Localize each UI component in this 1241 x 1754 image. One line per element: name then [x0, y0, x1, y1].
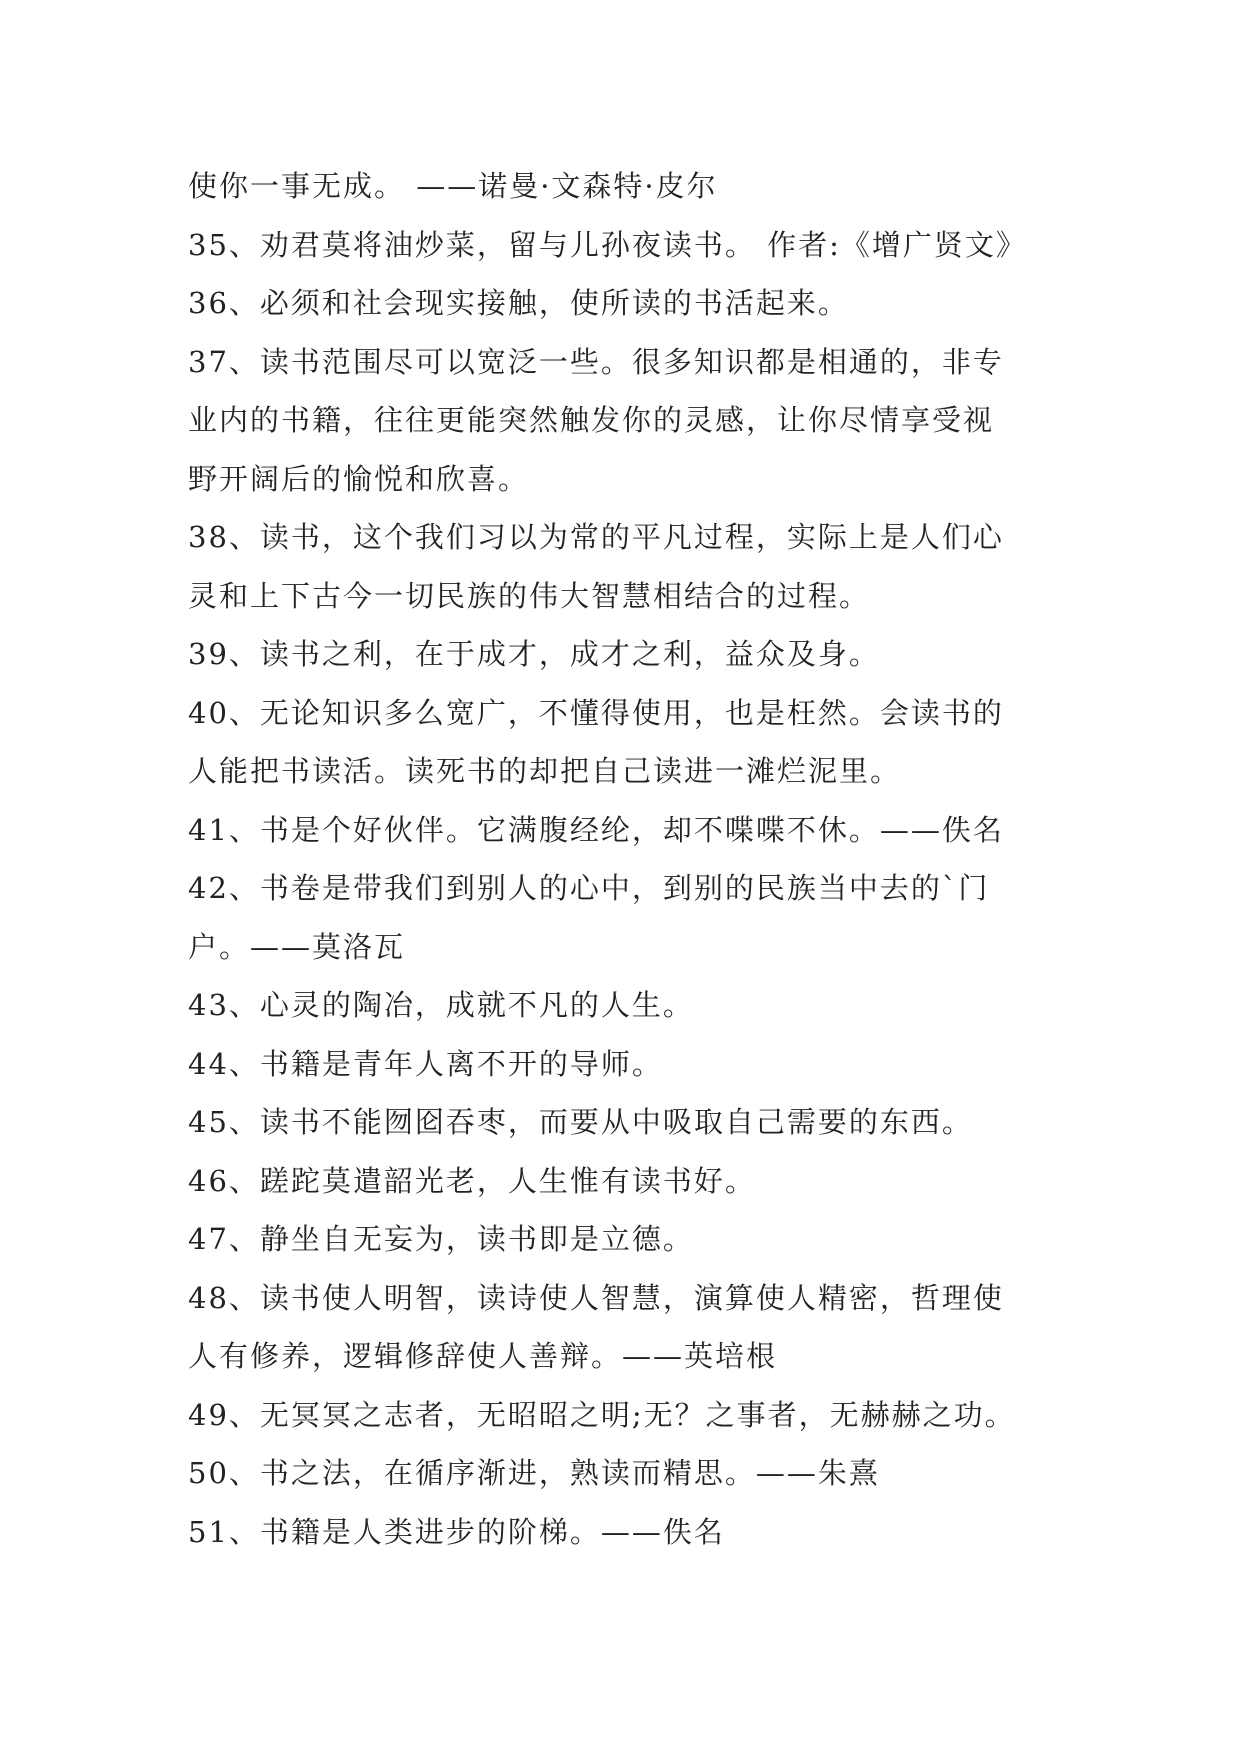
- text-line: 48、读书使人明智，读诗使人智慧，演算使人精密，哲理使: [188, 1280, 1004, 1315]
- text-line: 51、书籍是人类进步的阶梯。——佚名: [188, 1514, 725, 1549]
- text-line: 野开阔后的愉悦和欣喜。: [188, 461, 530, 496]
- text-line: 47、静坐自无妄为，读书即是立德。: [188, 1222, 694, 1256]
- quote-list: [188, 157, 1188, 1561]
- text-line: 灵和上下古今一切民族的伟大智慧相结合的过程。: [188, 578, 871, 613]
- text-line: 业内的书籍，往往更能突然触发你的灵感，让你尽情享受视: [188, 403, 995, 437]
- text-line: 41、书是个好伙伴。它满腹经纶，却不喋喋不休。——佚名: [188, 812, 1004, 847]
- text-line: 45、读书不能囫囵吞枣，而要从中吸取自己需要的东西。: [188, 1105, 973, 1139]
- text-line: 40、无论知识多么宽广，不懂得使用，也是枉然。会读书的: [188, 695, 1004, 730]
- text-line: 43、心灵的陶冶，成就不凡的人生。: [188, 988, 694, 1022]
- text-line: 49、无冥冥之志者，无昭昭之明;无？之事者，无赫赫之功。: [188, 1397, 1016, 1432]
- text-line: 39、读书之利，在于成才，成才之利，益众及身。: [188, 637, 880, 671]
- text-line: 35、劝君莫将油炒菜，留与儿孙夜读书。 作者:《增广贤文》: [188, 227, 1027, 262]
- text-line: 户。——莫洛瓦: [188, 929, 406, 964]
- text-line: 人有修养，逻辑修辞使人善辩。——英培根: [188, 1339, 778, 1373]
- text-line: 50、书之法，在循序渐进，熟读而精思。——朱熹: [188, 1456, 880, 1490]
- text-line: 使你一事无成。 ——诺曼·文森特·皮尔: [188, 169, 718, 203]
- text-line: 42、书卷是带我们到别人的心中，到别的民族当中去的`门: [188, 871, 990, 905]
- text-line: 37、读书范围尽可以宽泛一些。很多知识都是相通的，非专: [188, 344, 1004, 379]
- text-line: 38、读书，这个我们习以为常的平凡过程，实际上是人们心: [188, 520, 1004, 554]
- text-line: 44、书籍是青年人离不开的导师。: [188, 1046, 663, 1081]
- text-line: 36、必须和社会现实接触，使所读的书活起来。: [188, 286, 849, 320]
- text-line: 46、蹉跎莫遣韶光老，人生惟有读书好。: [188, 1163, 756, 1198]
- text-line: 人能把书读活。读死书的却把自己读进一滩烂泥里。: [188, 754, 902, 788]
